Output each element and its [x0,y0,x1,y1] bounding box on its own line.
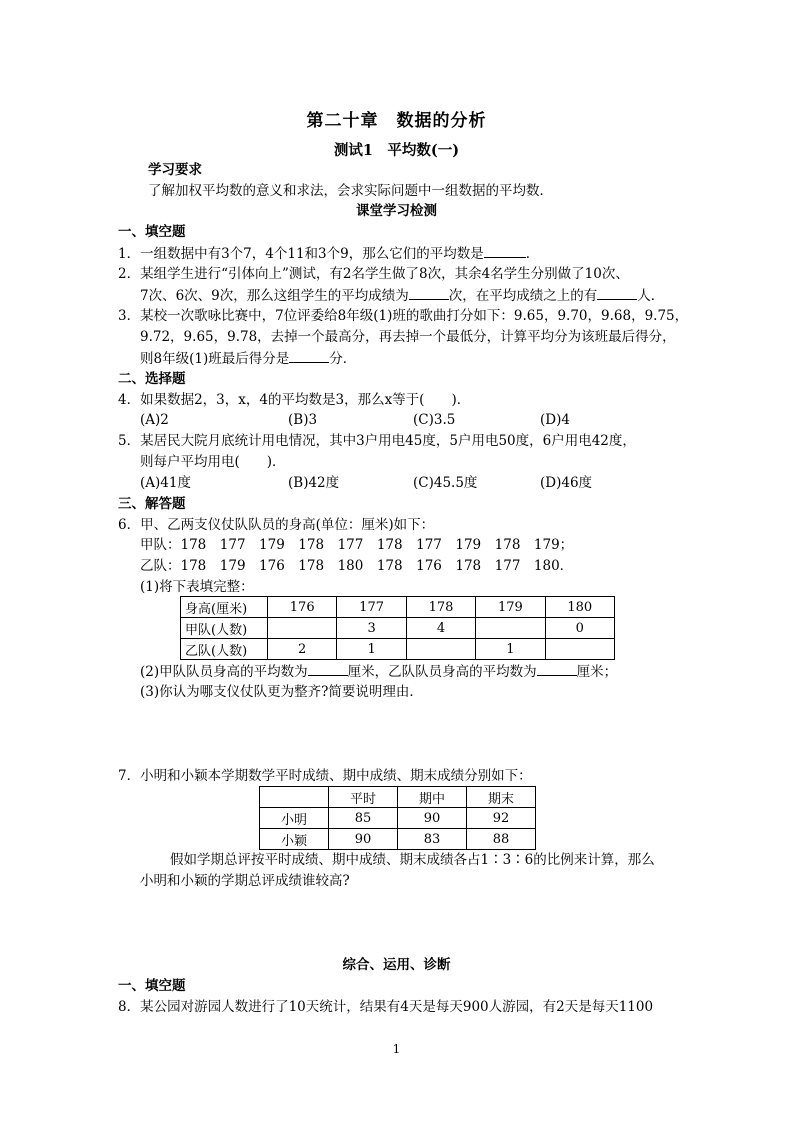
question-8 [118,997,653,1017]
q6-sub2a: (2)甲队队员身高的平均数为 [140,664,308,680]
chapter-title: 第二十章 数据的分析 [306,111,487,131]
section-comprehensive: 综合、运用、诊断 [342,957,451,973]
q4-text: 如果数据2，3，x，4的平均数是3，那么x等于( )． [140,392,471,408]
requirements-text: 了解加权平均数的意义和求法，会求实际问题中一组数据的平均数． [148,183,553,199]
q3-line3a: 则8年级(1)班最后得分是 [140,351,290,367]
q4-num: 4． [118,392,141,408]
part4-heading: 一、填空题 [118,978,186,994]
table-cell: 90 [398,808,467,829]
question-7 [118,766,532,786]
table-cell [260,787,329,808]
q5-option-a[interactable]: (A)41度 [140,475,191,491]
q3-line2: 9.72，9.65，9.78，去掉一个最高分，再去掉一个最低分，计算平均分为该班最后得分， [140,329,676,345]
table-cell: 1 [337,639,406,660]
section-classroom: 课堂学习检测 [356,203,437,219]
table-cell: 0 [545,618,614,639]
question-2-line1 [118,264,629,284]
table-cell: 期中 [398,787,467,808]
q6-sub3: (3)你认为哪支仪仗队更为整齐?简要说明理由． [140,684,423,700]
q4-option-b[interactable]: (B)3 [288,412,318,428]
q2-line1: 某组学生进行“引体向上”测试，有2名学生做了8次，其余4名学生分别做了10次、 [140,266,629,282]
q5-option-c[interactable]: (C)45.5度 [413,475,478,491]
table-row [260,808,536,829]
q2-line2c: 人． [637,288,665,304]
q6-text: 甲、乙两支仪仗队队员的身高(单位：厘米)如下： [140,517,435,533]
table-cell: 小明 [260,808,329,829]
part1-heading: 一、填空题 [118,224,186,240]
table-cell: 178 [406,597,475,618]
table-cell: 4 [406,618,475,639]
table-row [181,639,615,660]
table-cell: 180 [545,597,614,618]
score-table [259,786,536,850]
q1-end: ． [525,246,540,262]
part3-heading: 三、解答题 [118,496,186,512]
table-cell: 甲队(人数) [181,618,268,639]
table-cell: 90 [329,829,398,850]
table-cell: 83 [398,829,467,850]
table-cell: 176 [268,597,337,618]
q4-option-a[interactable]: (A)2 [140,412,169,428]
height-table [180,596,615,660]
page-number: 1 [392,1042,401,1056]
q6-team-a: 甲队：178 177 179 178 177 178 177 179 178 179； [140,537,574,553]
q5-num: 5． [118,433,141,449]
part2-heading: 二、选择题 [118,371,186,387]
table-cell: 2 [268,639,337,660]
table-cell: 平时 [329,787,398,808]
table-cell[interactable] [545,639,614,660]
table-cell: 3 [337,618,406,639]
question-1 [118,243,539,264]
q3-num: 3． [118,308,141,324]
table-cell[interactable] [476,618,545,639]
table-cell: 85 [329,808,398,829]
q2-line2a: 7次、6次、9次，那么这组学生的平均成绩为 [140,288,409,304]
q6-blank-team-a-mean[interactable] [308,661,348,676]
table-cell: 期末 [467,787,536,808]
test-title: 测试1 平均数(一) [333,142,460,159]
q1-text: 一组数据中有3个7，4个11和3个9，那么它们的平均数是 [140,246,484,262]
question-4 [118,390,470,410]
q4-option-c[interactable]: (C)3.5 [413,412,456,428]
q6-sub2b: 厘米，乙队队员身高的平均数为 [347,664,537,680]
question-5-line1 [118,431,636,451]
table-row [181,618,615,639]
table-cell: 小颖 [260,829,329,850]
q6-team-b: 乙队：178 179 176 178 180 178 176 178 177 180． [140,558,574,574]
question-6 [118,515,434,535]
q2-line2b: 次，在平均成绩之上的有 [448,288,598,304]
q1-num: 1． [118,246,141,262]
q8-num: 8． [118,999,141,1015]
q6-sub1: (1)将下表填完整： [140,579,254,595]
table-cell[interactable] [268,618,337,639]
table-cell: 88 [467,829,536,850]
q6-sub2c: 厘米； [576,664,618,680]
table-cell: 1 [476,639,545,660]
q6-sub2 [140,661,617,682]
q5-option-b[interactable]: (B)42度 [288,475,340,491]
q1-answer-blank[interactable] [484,243,526,258]
table-cell: 92 [467,808,536,829]
table-cell: 乙队(人数) [181,639,268,660]
q6-num: 6． [118,517,141,533]
q3-line3b: 分． [329,351,357,367]
q3-line1: 某校一次歌咏比赛中，7位评委给8年级(1)班的歌曲打分如下：9.65，9.70，9.68，9.75， [140,308,689,324]
table-row [181,597,615,618]
q3-answer-blank[interactable] [289,348,329,363]
q6-blank-team-b-mean[interactable] [537,661,577,676]
question-2-line2 [140,285,664,306]
table-cell: 179 [476,597,545,618]
q5-line2: 则每户平均用电( )． [140,454,286,470]
q7-text: 小明和小颖本学期数学平时成绩、期中成绩、期末成绩分别如下： [140,768,532,784]
table-cell: 177 [337,597,406,618]
question-3-line1 [118,306,688,326]
q7-line1: 假如学期总评按平时成绩、期中成绩、期末成绩各占1∶3∶6的比例来计算，那么 [170,852,655,868]
table-cell[interactable] [406,639,475,660]
table-row [260,829,536,850]
q2-num: 2． [118,266,141,282]
q7-line2: 小明和小颖的学期总评成绩谁较高? [140,873,350,889]
question-3-line3 [140,348,356,369]
q5-option-d[interactable]: (D)46度 [540,475,593,491]
table-row [260,787,536,808]
q7-num: 7． [118,768,141,784]
q2-blank-count[interactable] [597,285,637,300]
q8-text: 某公园对游园人数进行了10天统计，结果有4天是每天900人游园，有2天是每天1100 [140,999,654,1015]
table-cell: 身高(厘米) [181,597,268,618]
requirements-heading: 学习要求 [148,162,202,178]
q5-line1: 某居民大院月底统计用电情况，其中3户用电45度，5户用电50度，6户用电42度， [140,433,636,449]
q4-option-d[interactable]: (D)4 [540,412,570,428]
q2-blank-average[interactable] [409,285,449,300]
